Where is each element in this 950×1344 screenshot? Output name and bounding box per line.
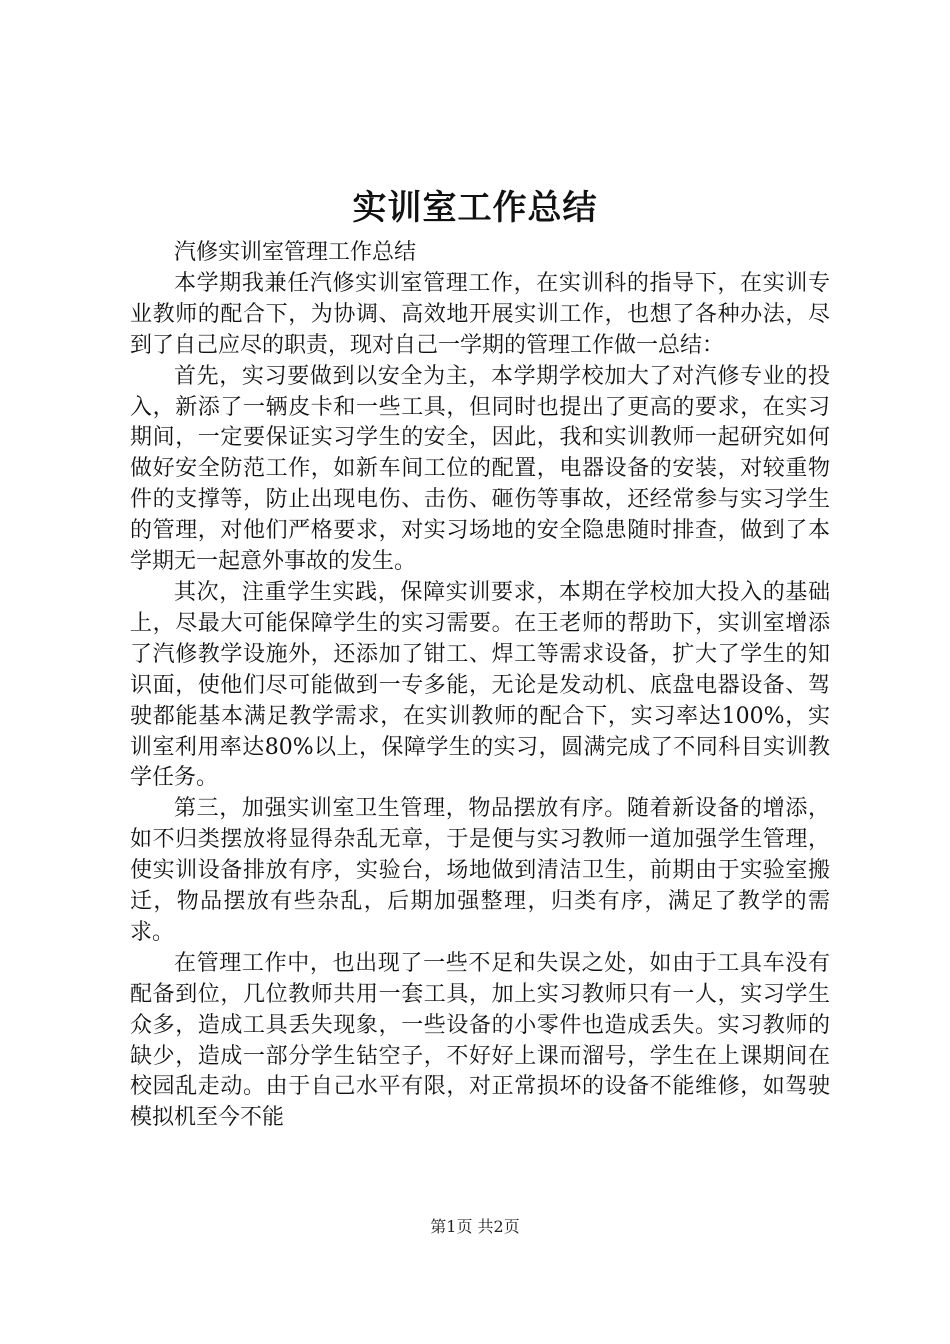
paragraph-practice: 其次，注重学生实践，保障实训要求，本期在学校加大投入的基础上，尽最大可能保障学生的实习需要。在王老师的帮助下，实训室增添了汽修教学设施外，还添加了钳工、焊工等需求设备，扩大了学生的知识面，使他们尽可能做到一专多能，无论是发动机、底盘电器设备、驾驶都能基本满足教学需求，在实训教师的配合下，实习率达100%，实训室利用率达80%以上，保障学生的实习，圆满完成了不同科目实训教学任务。 xyxy=(130,579,830,791)
paragraph-shortcomings: 在管理工作中，也出现了一些不足和失误之处，如由于工具车没有配备到位，几位教师共用一套工具，加上实习教师只有一人，实习学生众多，造成工具丢失现象，一些设备的小零件也造成丢失。实习教师的缺少，造成一部分学生钻空子，不好好上课而溜号，学生在上课期间在校园乱走动。由于自己水平有限，对正常损坏的设备不能维修，如驾驶模拟机至今不能 xyxy=(130,950,830,1131)
document-body xyxy=(130,238,830,1134)
page-footer: 第1页 共2页 xyxy=(430,1217,520,1236)
paragraph-safety: 首先，实习要做到以安全为主，本学期学校加大了对汽修专业的投入，新添了一辆皮卡和一些工具，但同时也提出了更高的要求，在实习期间，一定要保证实习学生的安全，因此，我和实训教师一起研究如何做好安全防范工作，如新车间工位的配置，电器设备的安装，对较重物件的支撑等，防止出现电伤、击伤、砸伤等事故，还经常参与实习学生的管理，对他们严格要求，对实习场地的安全隐患随时排查，做到了本学期无一起意外事故的发生。 xyxy=(130,363,830,575)
paragraph-hygiene: 第三，加强实训室卫生管理，物品摆放有序。随着新设备的增添，如不归类摆放将显得杂乱无章，于是便与实习教师一道加强学生管理，使实训设备排放有序，实验台，场地做到清洁卫生，前期由于实验室搬迁，物品摆放有些杂乱，后期加强整理，归类有序，满足了教学的需求。 xyxy=(130,796,830,945)
paragraph-intro: 本学期我兼任汽修实训室管理工作，在实训科的指导下，在实训专业教师的配合下，为协调、高效地开展实训工作，也想了各种办法，尽到了自己应尽的职责，现对自己一学期的管理工作做一总结： xyxy=(130,270,830,358)
paragraph-subtitle: 汽修实训室管理工作总结 xyxy=(174,240,417,265)
document-title: 实训室工作总结 xyxy=(352,188,598,228)
